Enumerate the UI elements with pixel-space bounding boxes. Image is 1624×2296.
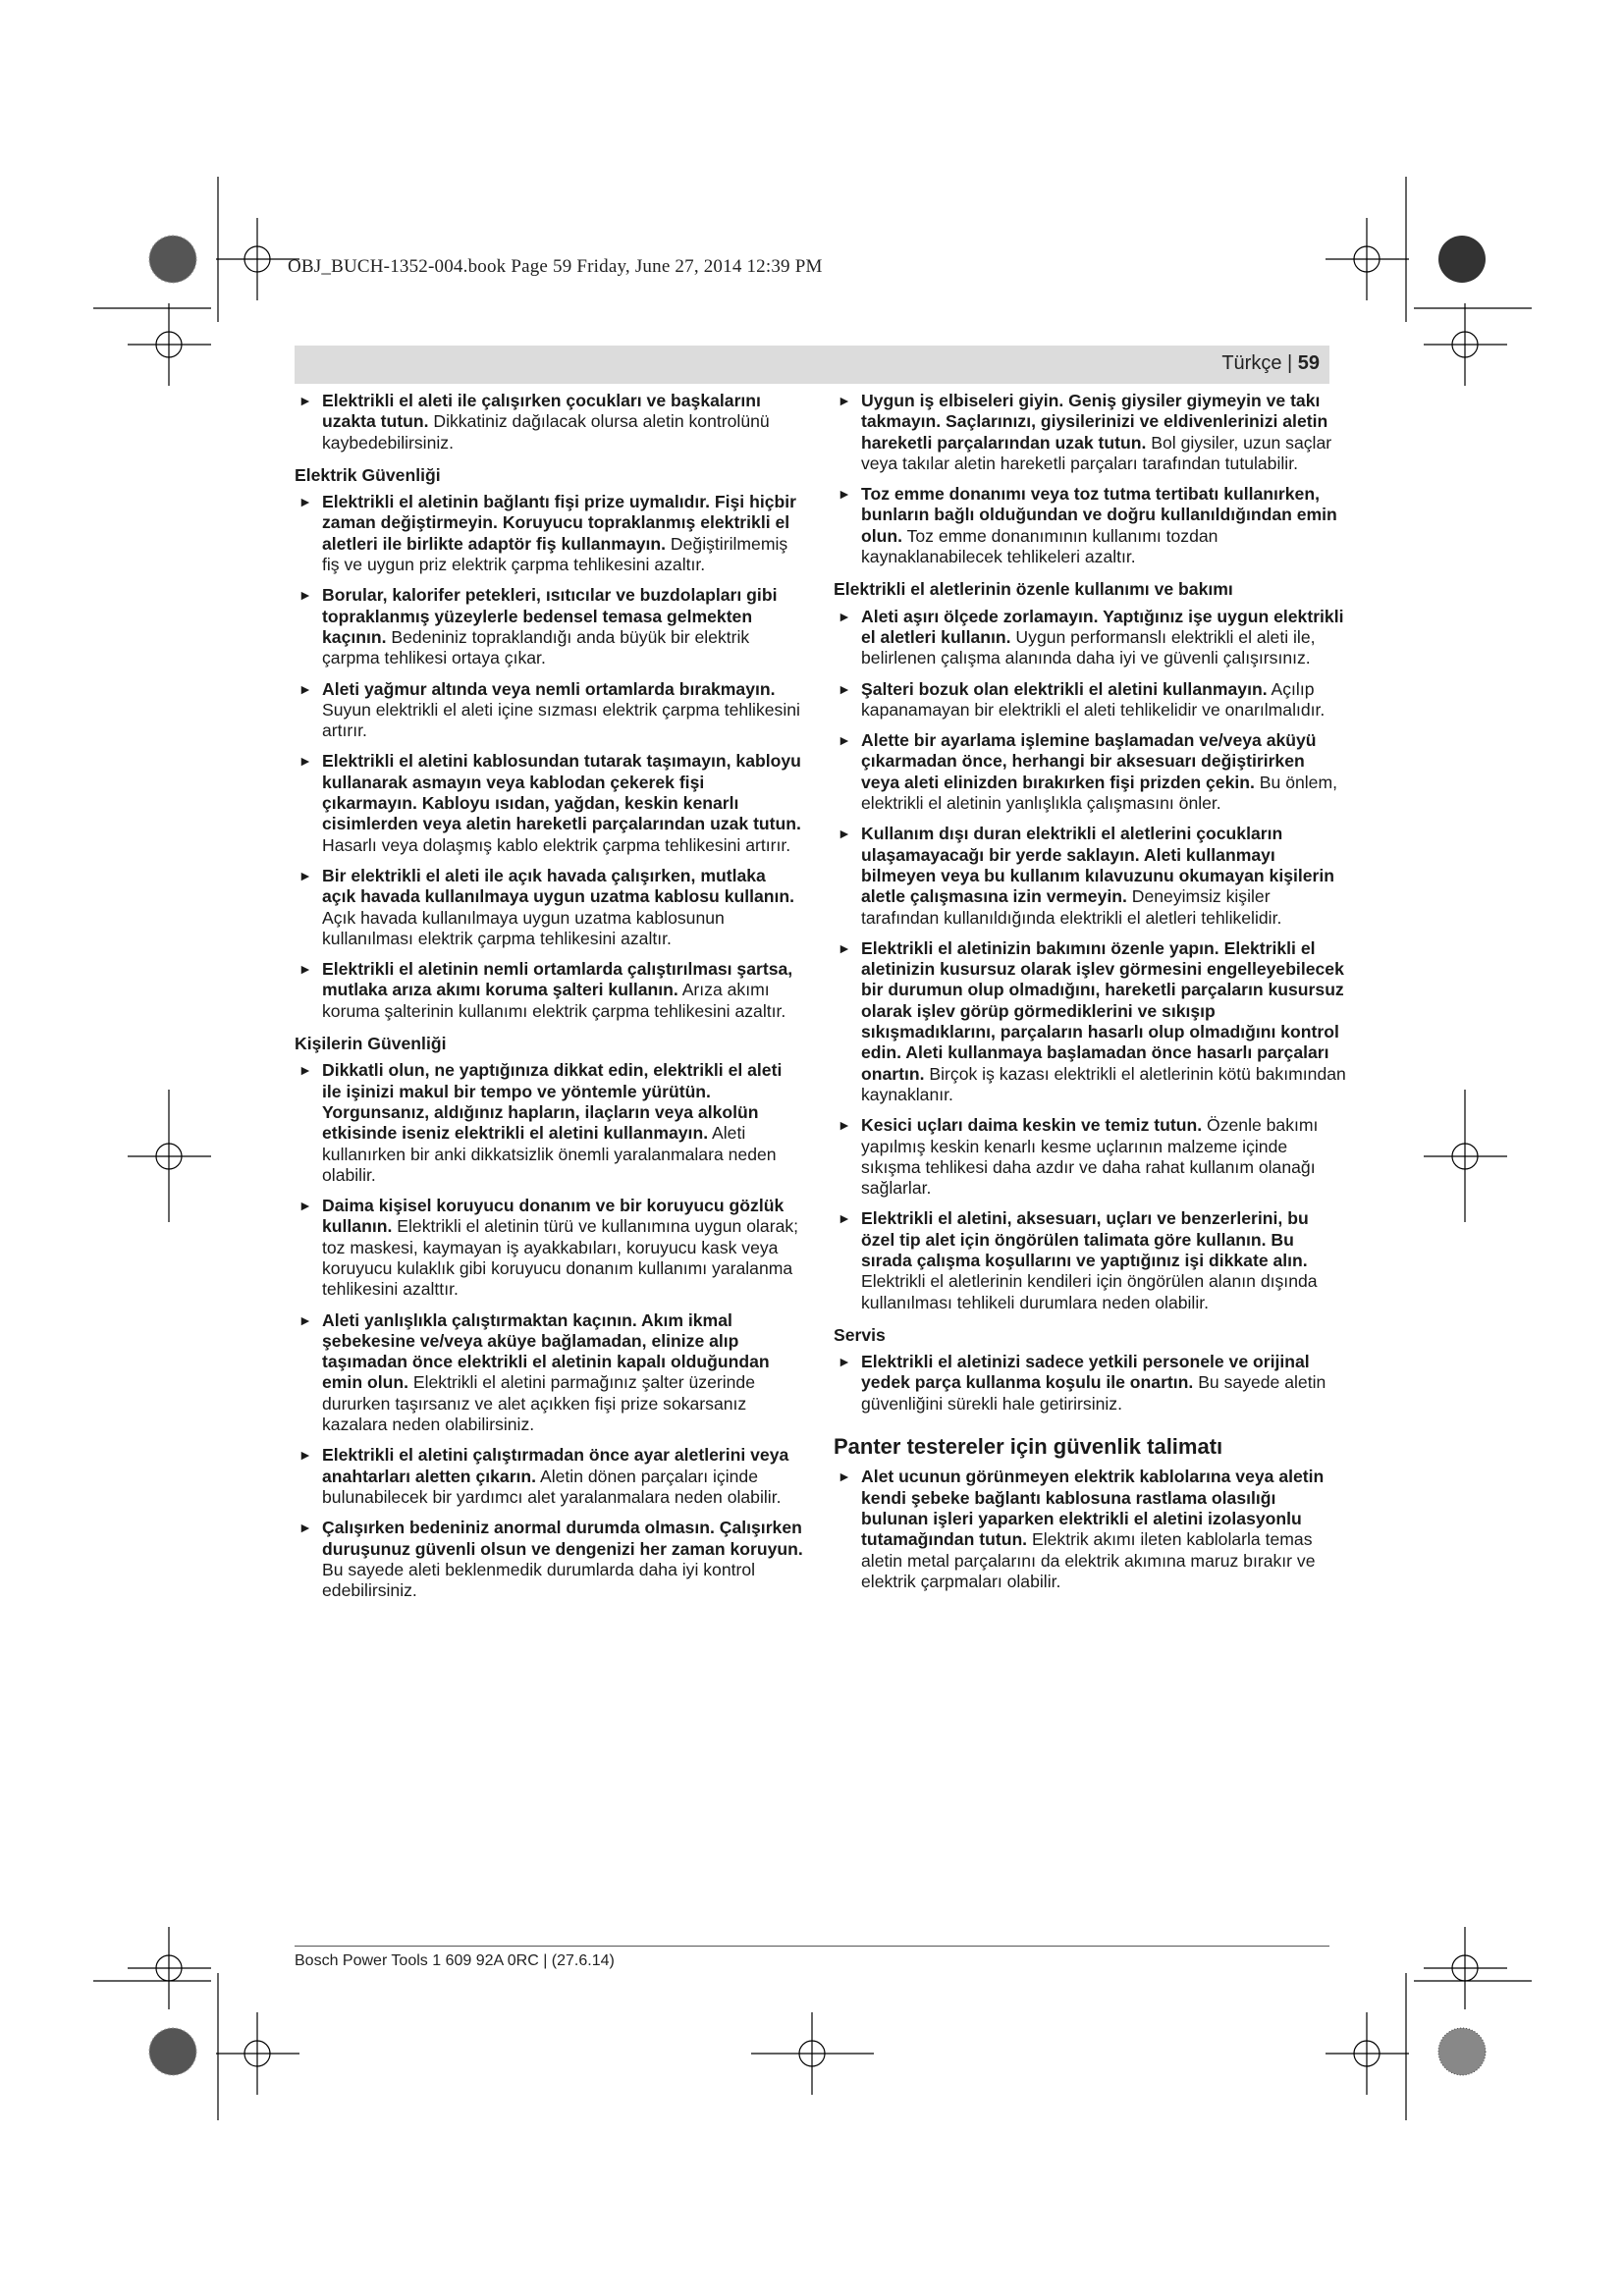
list-item (834, 1467, 1346, 1592)
header-language: Türkçe (1221, 352, 1282, 374)
list-item (834, 391, 1346, 474)
item-bold-text: Aleti yanlışlıkla çalıştırmaktan kaçının. Akım ikmal şebekesine ve/veya aküye bağlamadan, elinize alıp taşımadan önce elektrikli el aletinin kapalı olduğundan emin olun. (322, 1309, 770, 1393)
bullet-icon: ► (298, 494, 312, 510)
list-item (295, 751, 803, 855)
item-text: Toz emme donanımının kullanımı tozdan kaynaklanabilecek tehlikeleri azaltır. (861, 525, 1218, 567)
item-bold-text: Alet ucunun görünmeyen elektrik kablolarına veya aletin kendi şebeke bağlantı kablosuna rastlama olasılığı bulunan işleri yaparken elektrikli el aletini izolasyonlu tutamağından tutun. (861, 1467, 1325, 1550)
list-item (834, 679, 1346, 721)
section-heading: Kişilerin Güvenliği (295, 1034, 447, 1054)
item-bold-text: Daima kişisel koruyucu donanım ve bir koruyucu gözlük kullanın. (322, 1196, 785, 1237)
bullet-icon: ► (298, 1447, 312, 1464)
bullet-icon: ► (838, 608, 851, 624)
item-bold-text: Elektrikli el aletini kablosundan tutarak taşımayın, kabloyu kullanarak asmayın veya kablodan çekerek fişi çıkarmayın. Kabloyu ısıdan, yağdan, keskin kenarlı cisimlerden veya aletin hareketli parçalarından uzak tutun. (322, 751, 801, 834)
page-number: 59 (1297, 352, 1320, 374)
list-item (834, 938, 1346, 1105)
item-text: Açılıp kapanamayan bir elektrikli el aleti tehlikelidir ve onarılmalıdır. (861, 678, 1326, 720)
item-bold-text: Elektrikli el aletinizin bakımını özenle yapın. Elektrikli el aletinizin kusursuz olarak işlev görmesini engelleyebilecek bir durumun olup olmadığını, hareketli parçaların kusursuz olarak işlev görüp görmediklerini ve sıkışıp sıkışmadıklarını, parçaların hasarlı olup olmadığını kontrol edin. Aleti kullanmaya başlamadan önce hasarlı parçaları onartın. (861, 937, 1344, 1084)
bullet-icon: ► (838, 826, 851, 842)
bullet-icon: ► (298, 1062, 312, 1079)
section-heading-large: Panter testereler için güvenlik talimatı (834, 1434, 1223, 1460)
bullet-icon: ► (298, 680, 312, 697)
list-item (295, 866, 803, 949)
bullet-icon: ► (838, 393, 851, 408)
right-column (834, 391, 1346, 1602)
bullet-icon: ► (298, 867, 312, 883)
section-heading: Servis (834, 1324, 886, 1345)
bullet-icon: ► (838, 680, 851, 697)
item-text: Değiştirilmemiş fiş ve uygun priz elektrik çarpma tehlikesini azaltır. (322, 533, 788, 575)
item-bold-text: Toz emme donanımı veya toz tutma tertibatı kullanırken, bunların bağlı olduğundan ve doğru kullanıldığından emin olun. (861, 484, 1337, 546)
item-bold-text: Aleti aşırı ölçede zorlamayın. Yaptığınız işe uygun elektrikli el aletleri kullanın. (861, 606, 1344, 647)
item-bold-text: Kullanım dışı duran elektrikli el aletlerini çocukların ulaşamayacağı bir yerde saklayın. Aleti kullanmayı bilmeyen veya bu kullanım kılavuzunu okumayan kişilerin aletle çalışmasına izin vermeyin. (861, 824, 1335, 907)
page-footer: Bosch Power Tools 1 609 92A 0RC | (27.6.14) (295, 1952, 615, 1969)
item-text: Elektrikli el aletinin türü ve kullanımına uygun olarak; toz maskesi, kaymayan iş ayakkabıları, koruyucu kask veya koruyucu kulaklık gibi koruyucu donanım kullanımı yaralanma tehlikesini azalttır. (322, 1216, 799, 1300)
item-bold-text: Kesici uçları daima keskin ve temiz tutun. (861, 1115, 1203, 1136)
bullet-icon: ► (838, 939, 851, 956)
item-bold-text: Elektrikli el aletini çalıştırmadan önce ayar aletlerini veya anahtarları aletten çıkarın. (322, 1445, 789, 1486)
list-item (834, 607, 1346, 669)
item-text: Uygun performanslı elektrikli el aleti ile, belirlenen çalışma alanında daha iyi ve güvenli çalışırsınız. (861, 626, 1316, 668)
bullet-icon: ► (298, 1520, 312, 1536)
list-item (834, 1352, 1346, 1415)
list-item (295, 1445, 803, 1508)
list-item (295, 959, 803, 1022)
item-text: Bu önlem, elektrikli el aletinin yanlışlıkla çalışmasını önler. (861, 772, 1338, 814)
list-item (834, 730, 1346, 814)
bullet-icon: ► (838, 486, 851, 503)
bullet-icon: ► (838, 1210, 851, 1227)
footer-rule (295, 1946, 1329, 1947)
item-text: Hasarlı veya dolaşmış kablo elektrik çarpma tehlikesini artırır. (322, 834, 791, 855)
item-bold-text: Aleti yağmur altında veya nemli ortamlarda bırakmayın. (322, 678, 776, 699)
item-bold-text: Alette bir ayarlama işlemine başlamadan ve/veya aküyü çıkarmadan önce, herhangi bir aksesuarı değiştirirken veya aleti elinizden bırakırken fişi prizden çekin. (861, 730, 1317, 792)
list-item (295, 1518, 803, 1601)
item-bold-text: Bir elektrikli el aleti ile açık havada çalışırken, mutlaka açık havada kullanılmaya uygun uzatma kablosu kullanın. (322, 865, 795, 907)
item-text: Suyun elektrikli el aleti içine sızması elektrik çarpma tehlikesini artırır. (322, 699, 800, 741)
bullet-icon: ► (838, 1354, 851, 1370)
list-item (295, 492, 803, 575)
item-bold-text: Şalteri bozuk olan elektrikli el aletini kullanmayın. (861, 678, 1268, 699)
list-item (834, 1208, 1346, 1312)
item-text: Bu sayede aleti beklenmedik durumlarda daha iyi kontrol edebilirsiniz. (322, 1559, 756, 1601)
bullet-icon: ► (298, 587, 312, 604)
item-text: Elektrik akımı ileten kablolarla temas aletin metal parçalarını da elektrik akımına maruz bırakır ve elektrik çarpmaları olabilir. (861, 1529, 1316, 1591)
list-item (834, 484, 1346, 567)
left-column (295, 391, 803, 1611)
item-text: Açık havada kullanılmaya uygun uzatma kablosunun kullanılması elektrik çarpma tehlikesini azaltır. (322, 907, 725, 948)
item-text: Bol giysiler, uzun saçlar veya takılar aletin hareketli parçaları tarafından tutulabilir. (861, 432, 1332, 473)
item-bold-text: Elektrikli el aletinin nemli ortamlarda çalıştırılması şartsa, mutlaka arıza akımı koruma şalteri kullanın. (322, 959, 793, 1000)
item-text: Elektrikli el aletini parmağınız şalter üzerinde dururken taşırsanız ve alet açıkken fişi prize sokarsanız kazalara neden olabilirsiniz. (322, 1372, 755, 1435)
list-item (295, 679, 803, 742)
item-text: Özenle bakımı yapılmış keskin kenarlı kesme uçlarının malzeme içinde sıkışma tehlikesi daha azdır ve daha rahat kullanım olanağı sağlarlar. (861, 1115, 1319, 1199)
bullet-icon: ► (838, 732, 851, 749)
item-text: Aletin dönen parçaları içinde bulunabilecek bir yardımcı alet yaralanmalara neden olabilir. (322, 1466, 782, 1507)
print-slug: OBJ_BUCH-1352-004.book Page 59 Friday, June 27, 2014 12:39 PM (288, 256, 823, 277)
list-item (834, 1115, 1346, 1199)
header-separator: | (1281, 352, 1298, 374)
item-text: Birçok iş kazası elektrikli el aletlerinin kötü bakımından kaynaklanır. (861, 1063, 1346, 1104)
list-item (295, 1196, 803, 1300)
bullet-icon: ► (838, 1468, 851, 1485)
list-item (834, 824, 1346, 928)
item-text: Elektrikli el aletlerinin kendileri için öngörülen alanın dışında kullanılması tehlikeli durumlara neden olabilir. (861, 1271, 1318, 1312)
item-bold-text: Elektrikli el aletinin bağlantı fişi prize uymalıdır. Fişi hiçbir zaman değiştirmeyin. Koruyucu topraklanmış elektrikli el aletleri ile birlikte adaptör fiş kullanmayın. (322, 492, 796, 554)
item-bold-text: Dikkatli olun, ne yaptığınıza dikkat edin, elektrikli el aleti ile işinizi makul bir tempo ve yöntemle yürütün. Yorgunsanız, aldığınız hapların, ilaçların veya alkolün etkisinde iseniz elektrikli el aletini kullanmayın. (322, 1060, 783, 1144)
bullet-icon: ► (298, 753, 312, 770)
item-text: Bu sayede aletin güvenliğini sürekli hale getirirsiniz. (861, 1372, 1326, 1414)
item-bold-text: Elektrikli el aletini, aksesuarı, uçları ve benzerlerini, bu özel tip alet için öngörülen talimata göre kullanın. Bu sırada çalışma koşullarını ve yaptığınız işi dikkate alın. (861, 1208, 1309, 1270)
item-bold-text: Çalışırken bedeniniz anormal durumda olmasın. Çalışırken duruşunuz güvenli olsun ve dengenizi her zaman koruyun. (322, 1518, 803, 1559)
bullet-icon: ► (298, 393, 312, 408)
item-text: Deneyimsiz kişiler tarafından kullanıldığında elektrikli el aletleri tehlikelidir. (861, 886, 1282, 928)
page-header (295, 346, 1329, 384)
bullet-icon: ► (298, 961, 312, 978)
bullet-icon: ► (298, 1311, 312, 1328)
list-item (295, 585, 803, 668)
section-heading: Elektrik Güvenliği (295, 464, 441, 485)
item-text: Aleti kullanırken bir anki dikkatsizlik önemli yaralanmalara neden olabilir. (322, 1123, 777, 1185)
bullet-icon: ► (298, 1198, 312, 1214)
header-label (1221, 352, 1320, 375)
list-item (295, 1060, 803, 1186)
list-item (295, 1310, 803, 1436)
section-heading: Elektrikli el aletlerinin özenle kullanımı ve bakımı (834, 579, 1233, 600)
list-item: ► Elektrikli el aleti ile çalışırken çocukları ve başkalarını uzakta tutun. Dikkatiniz dağılacak olursa aletin kontrolünü kaybedebilirsiniz. (298, 391, 770, 453)
item-bold-text: Uygun iş elbiseleri giyin. Geniş giysiler giymeyin ve takı takmayın. Saçlarınızı, giysilerinizi ve eldivenlerinizi aletin hareketli parçalarından uzak tutun. (861, 391, 1328, 453)
item-bold-text: Borular, kalorifer petekleri, ısıtıcılar ve buzdolapları gibi topraklanmış yüzeylerle bedensel temasa gelmekten kaçının. (322, 585, 778, 647)
item-text: Arıza akımı koruma şalterinin kullanımı elektrik çarpma tehlikesini azaltır. (322, 980, 786, 1021)
item-bold-text: Elektrikli el aletinizi sadece yetkili personele ve orijinal yedek parça kullanma koşulu ile onartın. (861, 1352, 1310, 1393)
item-text: Bedeniniz topraklandığı anda büyük bir elektrik çarpma tehlikesi ortaya çıkar. (322, 626, 750, 668)
bullet-icon: ► (838, 1117, 851, 1134)
